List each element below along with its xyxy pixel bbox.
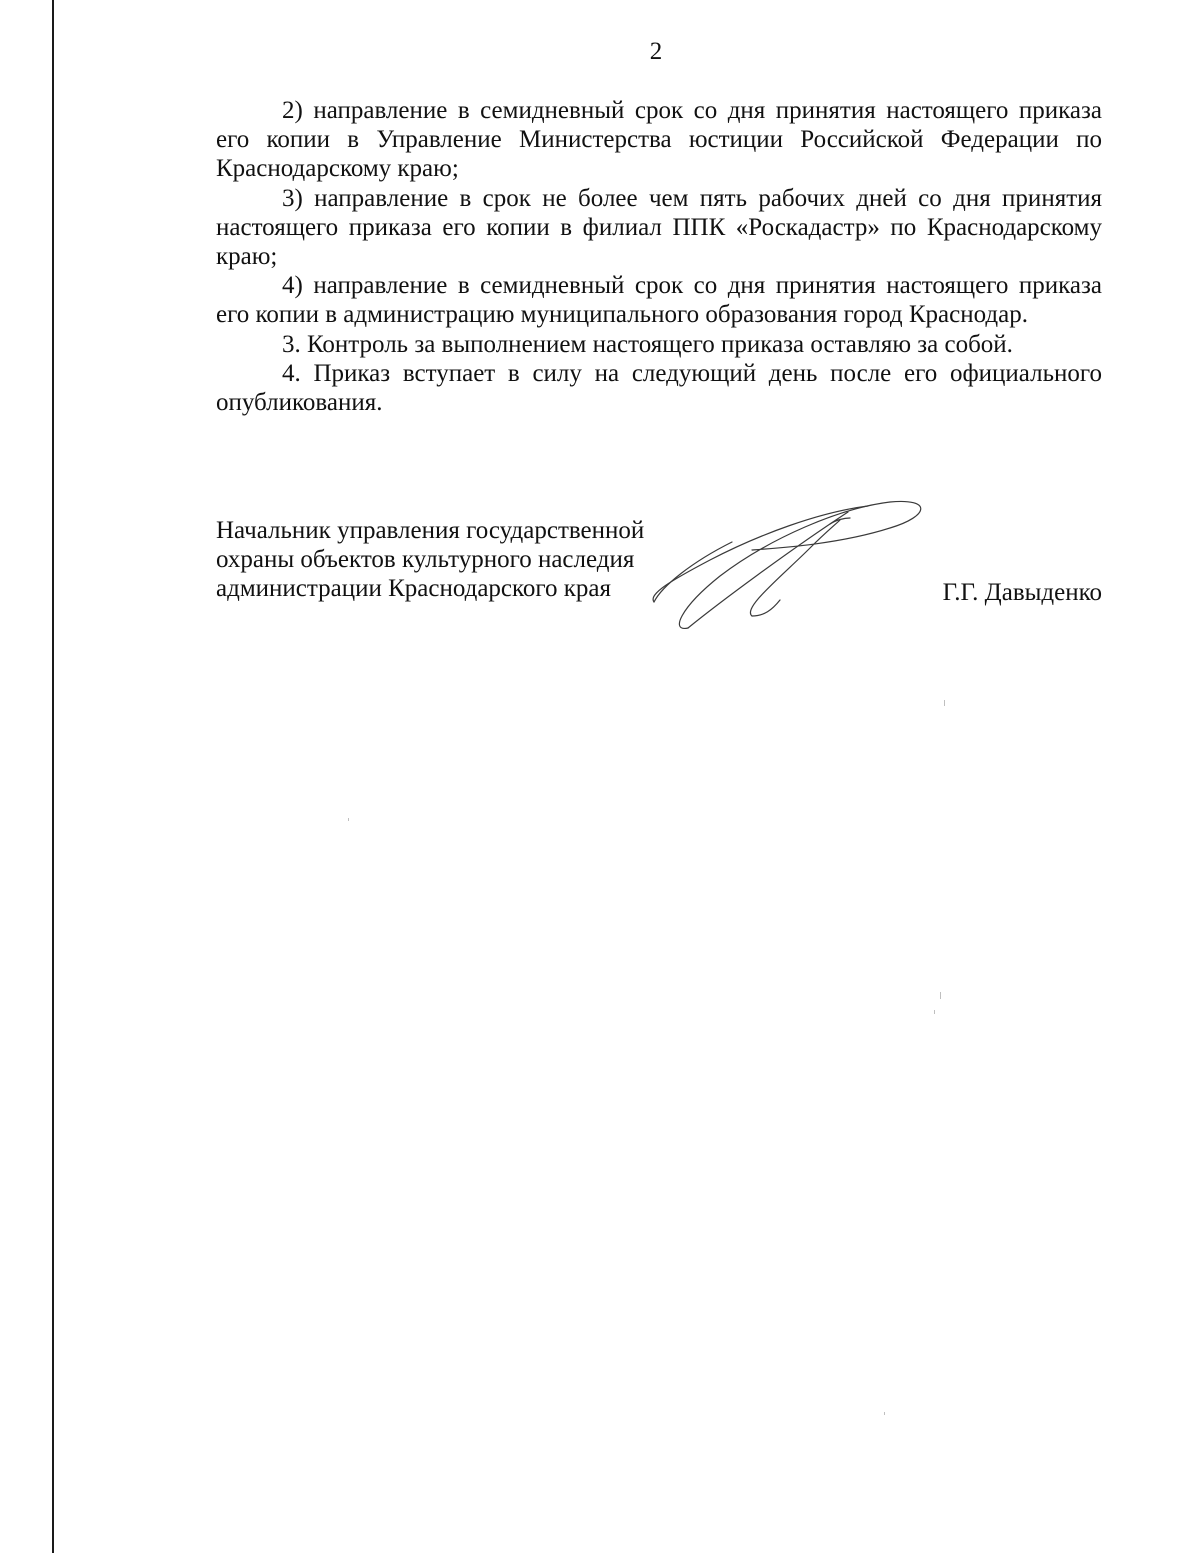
document-body	[216, 96, 1102, 417]
scan-speck	[884, 1412, 885, 1415]
paragraph-clause-3: 3. Контроль за выполнением настоящего приказа оставляю за собой.	[282, 330, 1013, 358]
signatory-position	[216, 516, 644, 604]
paragraph-item-3: 3) направление в срок не более чем пять рабочих дней со дня принятия настоящего приказа его копии в филиал ППК «Роскадастр» по Краснодарскому краю;	[216, 184, 1102, 271]
scan-edge-line	[52, 0, 54, 1553]
signatory-position-line: Начальник управления государственной	[216, 517, 645, 544]
paragraph-item-4: 4) направление в семидневный срок со дня принятия настоящего приказа его копии в администрацию муниципального образования город Краснодар.	[216, 272, 1102, 329]
handwritten-signature-icon	[640, 490, 940, 640]
paragraph-item-2: 2) направление в семидневный срок со дня принятия настоящего приказа его копии в Управление Министерства юстиции Российской Федерации по Краснодарскому краю;	[216, 97, 1102, 183]
signatory-name: Г.Г. Давыденко	[942, 579, 1102, 606]
signatory-position-line: администрации Краснодарского края	[216, 575, 612, 603]
scan-speck	[940, 992, 941, 999]
scan-speck	[348, 818, 349, 821]
page-number: 2	[649, 38, 663, 65]
signatory-position-line: охраны объектов культурного наследия	[216, 546, 635, 574]
scan-speck	[934, 1010, 935, 1014]
scan-speck	[944, 700, 945, 706]
paragraph-clause-4: 4. Приказ вступает в силу на следующий день после его официального опубликования.	[216, 359, 1102, 417]
